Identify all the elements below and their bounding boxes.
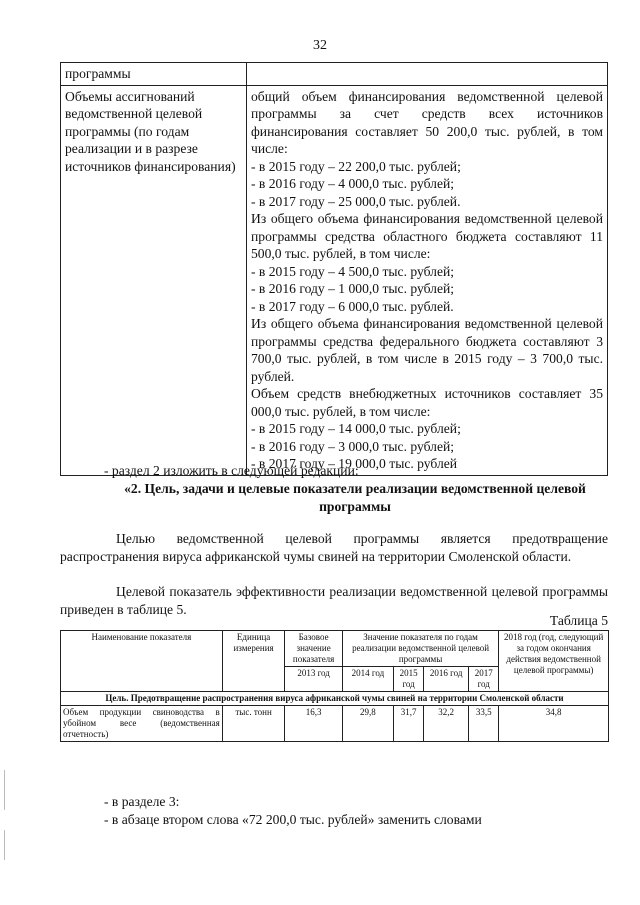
table-row <box>61 631 609 667</box>
paragraph-indicator: Целевой показатель эффективности реализации ведомственной целевой программы приведен в таблице 5. <box>60 584 608 617</box>
indicator-2015: 31,7 <box>393 706 423 742</box>
scan-artifact <box>4 770 5 810</box>
table5-caption: Таблица 5 <box>549 613 608 628</box>
financing-table <box>60 62 608 476</box>
indicator-2017: 33,5 <box>469 706 499 742</box>
header-name: Наименование показателя <box>61 631 223 692</box>
table-row <box>61 63 608 86</box>
header-values-group: Значение показателя по годам реализации ведомственной целевой программы <box>342 631 499 667</box>
section3-intro: - в разделе 3: <box>104 794 180 809</box>
indicator-name: Объем продукции свиноводства в убойном весе (ведомственная отчетность) <box>61 706 223 742</box>
financing-line: - в 2015 году – 22 200,0 тыс. рублей; <box>251 158 461 174</box>
financing-line: - в 2016 году – 4 000,0 тыс. рублей; <box>251 176 455 191</box>
table-row <box>61 692 609 706</box>
indicator-2016: 32,2 <box>424 706 469 742</box>
financing-line: - в 2015 году – 4 500,0 тыс. рублей; <box>251 263 455 279</box>
table-cell <box>247 63 608 86</box>
page-number: 32 <box>313 38 327 53</box>
goal-row: Цель. Предотвращение распространения вируса африканской чумы свиней на территории Смоленской области <box>61 692 609 706</box>
table-row <box>61 85 608 475</box>
header-base: Базовое значение показателя <box>285 631 342 667</box>
financing-line: - в 2016 году – 3 000,0 тыс. рублей; <box>251 438 455 454</box>
financing-line: - в 2016 году – 1 000,0 тыс. рублей; <box>251 281 455 296</box>
financing-line: Из общего объема финансирования ведомственной целевой программы средства областного бюджета составляют 11 500,0 тыс. рублей, в том числе: <box>251 211 603 261</box>
header-year: 2017 год <box>469 667 499 692</box>
indicator-unit: тыс. тонн <box>222 706 285 742</box>
financing-line: Из общего объема финансирования ведомственной целевой программы средства федерального бюджета составляют 3 700,0 тыс. рублей, в том числе в 2015 году – 3 700,0 тыс. рублей. <box>251 316 603 384</box>
table-row <box>61 706 609 742</box>
header-final: 2018 год (год, следующий за годом окончания действия ведомственной целевой программы) <box>499 631 609 692</box>
financing-line: Объем средств внебюджетных источников составляет 35 000,0 тыс. рублей, в том числе: <box>251 386 603 419</box>
section2-heading: «2. Цель, задачи и целевые показатели реализации ведомственной целевой программы <box>124 481 586 514</box>
header-year: 2015 год <box>393 667 423 692</box>
section2-intro: - раздел 2 изложить в следующей редакции: <box>104 463 359 478</box>
financing-line: - в 2015 году – 14 000,0 тыс. рублей; <box>251 421 461 436</box>
financing-line: общий объем финансирования ведомственной целевой программы за счет средств всех источников финансирования составляет 50 200,0 тыс. рублей, в том числе: <box>251 88 603 156</box>
financing-text <box>247 85 608 475</box>
financing-line: - в 2017 году – 19 000,0 тыс. рублей <box>251 456 458 471</box>
header-year: 2016 год <box>424 667 469 692</box>
paragraph-goal: Целью ведомственной целевой программы является предотвращение распространения вируса африканской чумы свиней на территории Смоленской области. <box>60 531 608 564</box>
financing-line: - в 2017 году – 25 000,0 тыс. рублей. <box>251 193 461 209</box>
indicator-2014: 29,8 <box>342 706 393 742</box>
header-unit: Единица измерения <box>222 631 285 692</box>
header-year: 2014 год <box>342 667 393 692</box>
scan-artifact <box>4 830 5 860</box>
indicator-base: 16,3 <box>285 706 342 742</box>
financing-line: - в 2017 году – 6 000,0 тыс. рублей. <box>251 298 454 314</box>
header-base-year: 2013 год <box>285 667 342 692</box>
row-label: Объемы ассигнований ведомственной целевой программы (по годам реализации и в разрезе источников финансирования) <box>61 85 247 475</box>
last-line: - в абзаце втором слова «72 200,0 тыс. рублей» заменить словами <box>104 812 482 827</box>
indicator-2018: 34,8 <box>499 706 609 742</box>
table-cell: программы <box>61 63 247 86</box>
indicator-table <box>60 630 609 742</box>
